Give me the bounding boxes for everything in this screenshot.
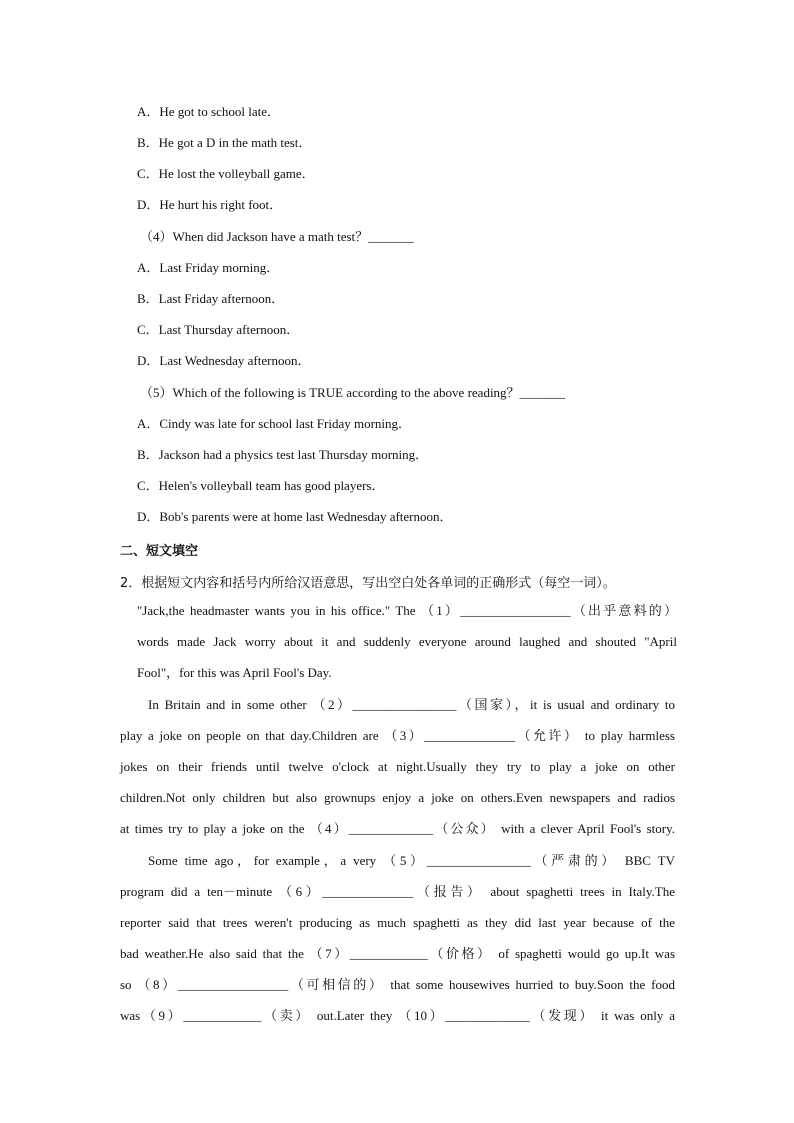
passage-line: program did a ten－minute （6）______________（报告） about spaghetti trees in Italy.The [120, 884, 675, 900]
q4-option-d: D．Last Wednesday afternoon． [137, 353, 311, 368]
passage-line: play a joke on people on that day.Children are （3）______________（允许） to play harmless [120, 728, 675, 744]
q5-question: （5）Which of the following is TRUE according to the above reading？_______ [140, 385, 566, 400]
q3-option-c: C．He lost the volleyball game． [137, 166, 315, 181]
passage-line: Fool"，for this was April Fool's Day. [137, 665, 332, 681]
q3-option-b: B．He got a D in the math test． [137, 135, 312, 150]
section-title: 二、短文填空 [120, 544, 199, 559]
q4-option-b: B．Last Friday afternoon． [137, 291, 285, 306]
passage-line: was（9）____________（卖） out.Later they （10）_____________（发现） it was only a [120, 1008, 675, 1024]
q3-option-a: A．He got to school late． [137, 104, 280, 119]
q5-option-a: A．Cindy was late for school last Friday morning． [137, 416, 412, 431]
q5-option-b: B．Jackson had a physics test last Thursday morning． [137, 447, 429, 462]
passage-line: "Jack,the headmaster wants you in his office." The （1）_________________（出乎意料的） [137, 603, 677, 618]
passage-paragraph-1 [137, 595, 677, 688]
passage-line: Some time ago，for example，a very （5）________________（严肃的） BBC TV [148, 853, 675, 868]
passage-line: reporter said that trees weren't producing as much spaghetti as they did last year because of the [120, 915, 675, 931]
q3-option-d: D．He hurt his right foot． [137, 197, 283, 212]
passage-paragraph-2 [120, 689, 675, 844]
passage-paragraph-3 [120, 845, 675, 1032]
passage-line: children.Not only children but also grownups enjoy a joke on others.Even newspapers and radios [120, 790, 675, 806]
passage-line: bad weather.He also said that the （7）____________（价格） of spaghetti would go up.It was [120, 946, 675, 962]
passage-line: In Britain and in some other （2）________________（国家），it is usual and ordinary to [148, 697, 675, 712]
q5-option-c: C．Helen's volleyball team has good players． [137, 478, 385, 493]
q4-option-a: A．Last Friday morning． [137, 260, 280, 275]
q4-question: （4）When did Jackson have a math test？_______ [140, 229, 414, 244]
passage-line: words made Jack worry about it and suddenly everyone around laughed and shouted "April [137, 634, 677, 650]
instruction: 2．根据短文内容和括号内所给汉语意思，写出空白处各单词的正确形式（每空一词）。 [120, 576, 616, 591]
passage-line: at times try to play a joke on the （4）_____________（公众） with a clever April Fool's story. [120, 821, 675, 837]
q5-option-d: D．Bob's parents were at home last Wednesday afternoon． [137, 509, 453, 524]
q4-option-c: C．Last Thursday afternoon． [137, 322, 300, 337]
passage-line: jokes on their friends until twelve o'clock at night.Usually they try to play a joke on other [120, 759, 675, 775]
passage-line: so （8）_________________（可相信的） that some housewives hurried to buy.Soon the food [120, 977, 675, 993]
